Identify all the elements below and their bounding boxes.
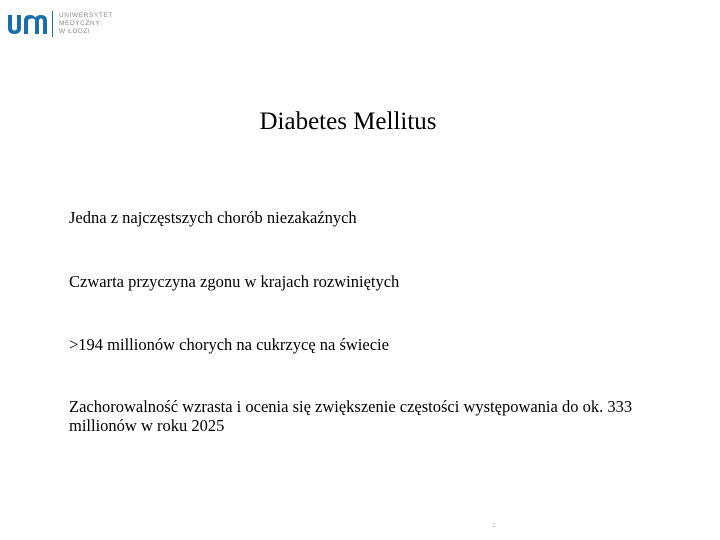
- logo-text: [59, 12, 113, 36]
- bullet-item: >194 millionów chorych na cukrzycę na świecie: [69, 335, 389, 354]
- bullet-item: Jedna z najczęstszych chorób niezakaźnych: [69, 208, 357, 227]
- um-logo-icon: [6, 11, 48, 37]
- logo-text-line-3: W ŁODZI: [59, 28, 91, 35]
- bullet-item: Czwarta przyczyna zgonu w krajach rozwiniętych: [69, 272, 400, 291]
- bullet-item: Zachorowalność wzrasta i ocenia się zwiększenie częstości występowania do ok. 333 millionów w roku 2025: [69, 397, 633, 435]
- university-logo: [6, 8, 113, 40]
- logo-divider: [52, 11, 53, 37]
- slide-title: Diabetes Mellitus: [259, 108, 437, 135]
- logo-text-line-1: UNIWERSYTET: [59, 12, 113, 19]
- logo-text-line-2: MEDYCZNY: [59, 20, 101, 27]
- page-marker: :: [493, 522, 495, 529]
